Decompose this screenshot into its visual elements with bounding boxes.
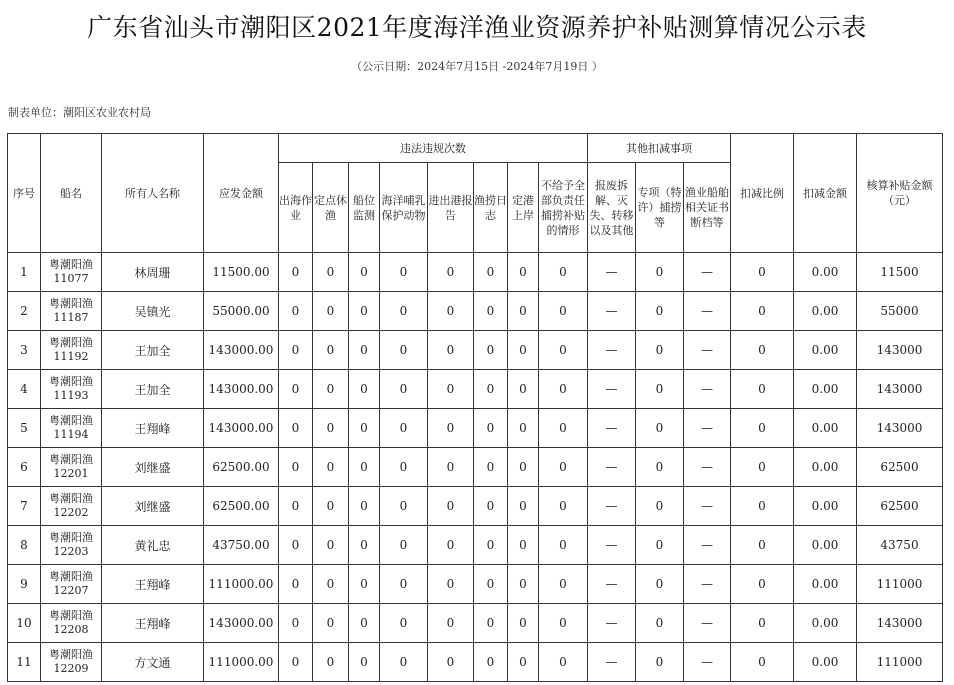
cell-v6: 0 — [474, 604, 508, 643]
cell-o3: — — [684, 292, 731, 331]
cell-v5: 0 — [428, 292, 474, 331]
cell-v5: 0 — [428, 526, 474, 565]
cell-o3: — — [684, 370, 731, 409]
cell-v2: 0 — [313, 253, 349, 292]
cell-v6: 0 — [474, 292, 508, 331]
table-row — [8, 643, 943, 682]
cell-v4: 0 — [380, 604, 428, 643]
cell-v2: 0 — [313, 331, 349, 370]
cell-v1: 0 — [279, 253, 313, 292]
cell-o2: 0 — [636, 409, 684, 448]
header-v1: 出海作业 — [279, 163, 313, 253]
cell-due: 111000.00 — [204, 643, 279, 682]
header-owner: 所有人名称 — [102, 134, 204, 253]
cell-v7: 0 — [508, 409, 539, 448]
cell-v2: 0 — [313, 370, 349, 409]
header-v3: 船位监测 — [349, 163, 380, 253]
header-v8: 不给予全部负责任捕捞补贴的情形 — [539, 163, 588, 253]
cell-owner: 黄礼忠 — [102, 526, 204, 565]
cell-v5: 0 — [428, 604, 474, 643]
cell-owner: 林周珊 — [102, 253, 204, 292]
cell-v4: 0 — [380, 487, 428, 526]
cell-o1: — — [588, 370, 636, 409]
cell-v3: 0 — [349, 487, 380, 526]
cell-o3: — — [684, 409, 731, 448]
cell-due: 62500.00 — [204, 448, 279, 487]
table-row — [8, 487, 943, 526]
cell-v5: 0 — [428, 370, 474, 409]
cell-v3: 0 — [349, 370, 380, 409]
cell-o2: 0 — [636, 448, 684, 487]
cell-v6: 0 — [474, 643, 508, 682]
cell-o1: — — [588, 487, 636, 526]
table-row — [8, 604, 943, 643]
cell-o1: — — [588, 643, 636, 682]
cell-v3: 0 — [349, 292, 380, 331]
cell-v4: 0 — [380, 526, 428, 565]
cell-v7: 0 — [508, 565, 539, 604]
cell-seq: 8 — [8, 526, 41, 565]
cell-v1: 0 — [279, 565, 313, 604]
cell-seq: 9 — [8, 565, 41, 604]
cell-ship: 粤潮阳渔12207 — [41, 565, 102, 604]
cell-seq: 5 — [8, 409, 41, 448]
cell-final: 143000 — [857, 370, 943, 409]
cell-v8: 0 — [539, 292, 588, 331]
cell-final: 11500 — [857, 253, 943, 292]
cell-v1: 0 — [279, 370, 313, 409]
cell-v3: 0 — [349, 448, 380, 487]
cell-ratio: 0 — [731, 253, 794, 292]
cell-final: 111000 — [857, 565, 943, 604]
cell-due: 143000.00 — [204, 331, 279, 370]
cell-due: 11500.00 — [204, 253, 279, 292]
cell-owner: 王加全 — [102, 331, 204, 370]
cell-v8: 0 — [539, 331, 588, 370]
cell-v1: 0 — [279, 487, 313, 526]
cell-o2: 0 — [636, 253, 684, 292]
cell-due: 62500.00 — [204, 487, 279, 526]
cell-v8: 0 — [539, 487, 588, 526]
cell-v4: 0 — [380, 409, 428, 448]
cell-deduct: 0.00 — [794, 526, 857, 565]
publication-date: （公示日期：2024年7月15日 -2024年7月19日 ） — [351, 60, 603, 73]
cell-v7: 0 — [508, 448, 539, 487]
header-v6: 渔捞日志 — [474, 163, 508, 253]
header-ship: 船名 — [41, 134, 102, 253]
cell-ratio: 0 — [731, 526, 794, 565]
cell-seq: 3 — [8, 331, 41, 370]
cell-o1: — — [588, 292, 636, 331]
cell-v5: 0 — [428, 643, 474, 682]
cell-o3: — — [684, 487, 731, 526]
cell-owner: 王加全 — [102, 370, 204, 409]
cell-ratio: 0 — [731, 292, 794, 331]
cell-o1: — — [588, 253, 636, 292]
cell-v5: 0 — [428, 409, 474, 448]
cell-deduct: 0.00 — [794, 331, 857, 370]
cell-v2: 0 — [313, 604, 349, 643]
cell-ratio: 0 — [731, 487, 794, 526]
cell-seq: 11 — [8, 643, 41, 682]
cell-final: 143000 — [857, 331, 943, 370]
cell-v1: 0 — [279, 292, 313, 331]
issuing-unit: 制表单位：潮阳区农业农村局 — [8, 106, 151, 119]
cell-v1: 0 — [279, 331, 313, 370]
cell-o1: — — [588, 331, 636, 370]
table-row — [8, 292, 943, 331]
cell-v8: 0 — [539, 565, 588, 604]
cell-v8: 0 — [539, 526, 588, 565]
cell-ratio: 0 — [731, 448, 794, 487]
cell-due: 143000.00 — [204, 604, 279, 643]
table-row — [8, 331, 943, 370]
cell-owner: 王翔峰 — [102, 409, 204, 448]
cell-v1: 0 — [279, 409, 313, 448]
cell-due: 55000.00 — [204, 292, 279, 331]
cell-v4: 0 — [380, 448, 428, 487]
cell-v7: 0 — [508, 526, 539, 565]
cell-deduct: 0.00 — [794, 292, 857, 331]
cell-ratio: 0 — [731, 409, 794, 448]
cell-deduct: 0.00 — [794, 370, 857, 409]
header-v5: 进出港报告 — [428, 163, 474, 253]
cell-deduct: 0.00 — [794, 643, 857, 682]
cell-ship: 粤潮阳渔11193 — [41, 370, 102, 409]
cell-deduct: 0.00 — [794, 253, 857, 292]
cell-o2: 0 — [636, 292, 684, 331]
cell-owner: 方文通 — [102, 643, 204, 682]
cell-ship: 粤潮阳渔11187 — [41, 292, 102, 331]
header-v2: 定点休渔 — [313, 163, 349, 253]
cell-v6: 0 — [474, 409, 508, 448]
header-seq: 序号 — [8, 134, 41, 253]
cell-v6: 0 — [474, 370, 508, 409]
cell-o3: — — [684, 331, 731, 370]
cell-seq: 2 — [8, 292, 41, 331]
cell-v3: 0 — [349, 409, 380, 448]
cell-deduct: 0.00 — [794, 448, 857, 487]
cell-v4: 0 — [380, 331, 428, 370]
cell-v8: 0 — [539, 370, 588, 409]
cell-ship: 粤潮阳渔12203 — [41, 526, 102, 565]
cell-o1: — — [588, 526, 636, 565]
cell-v5: 0 — [428, 565, 474, 604]
cell-ship: 粤潮阳渔12208 — [41, 604, 102, 643]
cell-o1: — — [588, 604, 636, 643]
cell-deduct: 0.00 — [794, 487, 857, 526]
header-final: 核算补贴金额（元） — [857, 134, 943, 253]
table-row — [8, 409, 943, 448]
cell-ratio: 0 — [731, 331, 794, 370]
page-title: 广东省汕头市潮阳区2021年度海洋渔业资源养护补贴测算情况公示表 — [87, 13, 867, 42]
cell-v8: 0 — [539, 448, 588, 487]
cell-v4: 0 — [380, 292, 428, 331]
table-row — [8, 448, 943, 487]
cell-v3: 0 — [349, 604, 380, 643]
cell-deduct: 0.00 — [794, 565, 857, 604]
header-deduct: 扣减金额 — [794, 134, 857, 253]
cell-ship: 粤潮阳渔12209 — [41, 643, 102, 682]
cell-v4: 0 — [380, 370, 428, 409]
cell-final: 62500 — [857, 487, 943, 526]
cell-ratio: 0 — [731, 565, 794, 604]
cell-o2: 0 — [636, 565, 684, 604]
cell-final: 55000 — [857, 292, 943, 331]
cell-seq: 4 — [8, 370, 41, 409]
header-o2: 专项（特许）捕捞等 — [636, 163, 684, 253]
cell-v2: 0 — [313, 643, 349, 682]
cell-v5: 0 — [428, 253, 474, 292]
cell-v6: 0 — [474, 448, 508, 487]
cell-v8: 0 — [539, 604, 588, 643]
cell-v6: 0 — [474, 487, 508, 526]
cell-v1: 0 — [279, 526, 313, 565]
cell-v2: 0 — [313, 292, 349, 331]
cell-v2: 0 — [313, 409, 349, 448]
table-row — [8, 253, 943, 292]
cell-v7: 0 — [508, 331, 539, 370]
cell-v4: 0 — [380, 643, 428, 682]
cell-ratio: 0 — [731, 370, 794, 409]
cell-o1: — — [588, 409, 636, 448]
cell-v4: 0 — [380, 565, 428, 604]
cell-o3: — — [684, 526, 731, 565]
cell-v2: 0 — [313, 526, 349, 565]
cell-o3: — — [684, 253, 731, 292]
header-ratio: 扣减比例 — [731, 134, 794, 253]
cell-final: 43750 — [857, 526, 943, 565]
cell-o1: — — [588, 565, 636, 604]
cell-v2: 0 — [313, 565, 349, 604]
cell-final: 143000 — [857, 409, 943, 448]
header-other: 其他扣减事项 — [588, 134, 731, 163]
table-row — [8, 370, 943, 409]
cell-final: 143000 — [857, 604, 943, 643]
cell-o2: 0 — [636, 331, 684, 370]
cell-v6: 0 — [474, 526, 508, 565]
cell-v1: 0 — [279, 448, 313, 487]
cell-o3: — — [684, 643, 731, 682]
cell-o2: 0 — [636, 643, 684, 682]
cell-seq: 1 — [8, 253, 41, 292]
cell-ship: 粤潮阳渔11192 — [41, 331, 102, 370]
cell-v7: 0 — [508, 487, 539, 526]
cell-ship: 粤潮阳渔12202 — [41, 487, 102, 526]
cell-owner: 王翔峰 — [102, 604, 204, 643]
cell-deduct: 0.00 — [794, 409, 857, 448]
cell-v4: 0 — [380, 253, 428, 292]
cell-ratio: 0 — [731, 643, 794, 682]
cell-v7: 0 — [508, 604, 539, 643]
cell-v3: 0 — [349, 565, 380, 604]
cell-seq: 6 — [8, 448, 41, 487]
table-row — [8, 565, 943, 604]
cell-owner: 刘继盛 — [102, 487, 204, 526]
cell-due: 43750.00 — [204, 526, 279, 565]
cell-v2: 0 — [313, 487, 349, 526]
cell-ship: 粤潮阳渔12201 — [41, 448, 102, 487]
cell-seq: 7 — [8, 487, 41, 526]
cell-v1: 0 — [279, 604, 313, 643]
cell-owner: 刘继盛 — [102, 448, 204, 487]
cell-v6: 0 — [474, 565, 508, 604]
cell-v3: 0 — [349, 253, 380, 292]
cell-ratio: 0 — [731, 604, 794, 643]
cell-v7: 0 — [508, 292, 539, 331]
cell-v5: 0 — [428, 448, 474, 487]
cell-v8: 0 — [539, 643, 588, 682]
cell-o2: 0 — [636, 370, 684, 409]
cell-o1: — — [588, 448, 636, 487]
cell-seq: 10 — [8, 604, 41, 643]
cell-v3: 0 — [349, 526, 380, 565]
cell-owner: 吴镇光 — [102, 292, 204, 331]
cell-v5: 0 — [428, 487, 474, 526]
cell-v7: 0 — [508, 643, 539, 682]
cell-deduct: 0.00 — [794, 604, 857, 643]
cell-v3: 0 — [349, 331, 380, 370]
header-due: 应发金额 — [204, 134, 279, 253]
cell-due: 143000.00 — [204, 370, 279, 409]
cell-owner: 王翔峰 — [102, 565, 204, 604]
cell-v1: 0 — [279, 643, 313, 682]
cell-o2: 0 — [636, 487, 684, 526]
cell-ship: 粤潮阳渔11077 — [41, 253, 102, 292]
header-violations: 违法违规次数 — [279, 134, 588, 163]
cell-v5: 0 — [428, 331, 474, 370]
cell-v7: 0 — [508, 370, 539, 409]
subsidy-table — [7, 133, 943, 682]
cell-final: 111000 — [857, 643, 943, 682]
header-v7: 定港上岸 — [508, 163, 539, 253]
cell-v6: 0 — [474, 253, 508, 292]
cell-v8: 0 — [539, 409, 588, 448]
header-o1: 报废拆解、灭失、转移以及其他 — [588, 163, 636, 253]
header-o3: 渔业船舶相关证书断档等 — [684, 163, 731, 253]
header-v4: 海洋哺乳保护动物 — [380, 163, 428, 253]
cell-v7: 0 — [508, 253, 539, 292]
cell-v6: 0 — [474, 331, 508, 370]
cell-due: 111000.00 — [204, 565, 279, 604]
cell-v8: 0 — [539, 253, 588, 292]
cell-ship: 粤潮阳渔11194 — [41, 409, 102, 448]
cell-v3: 0 — [349, 643, 380, 682]
cell-o3: — — [684, 565, 731, 604]
cell-o2: 0 — [636, 604, 684, 643]
table-row — [8, 526, 943, 565]
cell-v2: 0 — [313, 448, 349, 487]
cell-due: 143000.00 — [204, 409, 279, 448]
cell-o3: — — [684, 448, 731, 487]
cell-o3: — — [684, 604, 731, 643]
cell-o2: 0 — [636, 526, 684, 565]
cell-final: 62500 — [857, 448, 943, 487]
